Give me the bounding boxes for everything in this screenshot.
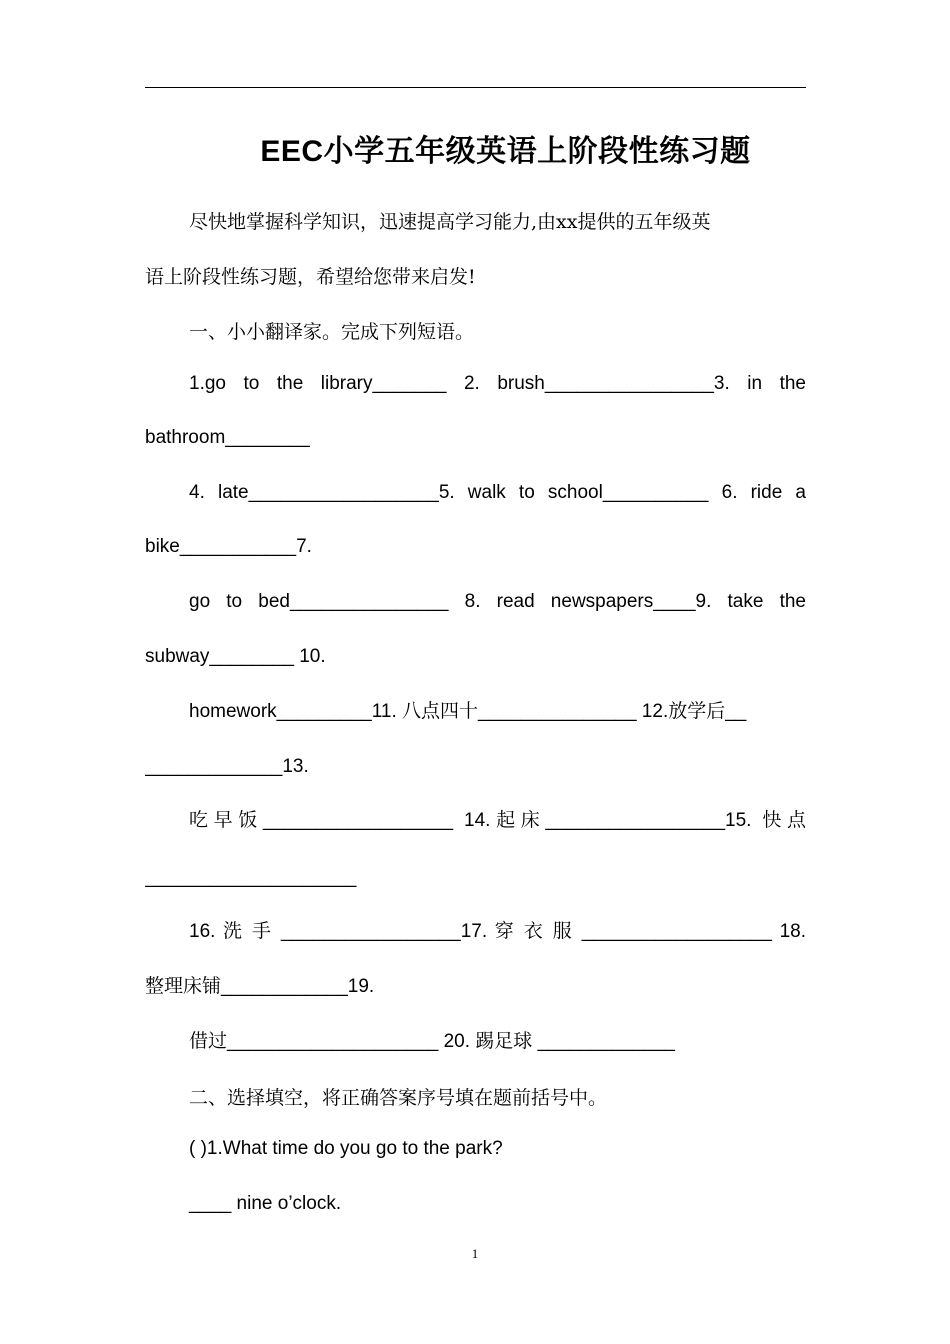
exercise-line: 整理床铺____________19. [145,976,375,997]
exercise-line: bike___________7. [145,536,312,557]
exercise-line: bathroom________ [145,427,310,448]
section-heading: 一、小小翻译家。完成下列短语。 [189,321,475,343]
exercise-line: 吃早饭__________________ 14.起床_________________15. 快点 [189,810,806,831]
intro-line: 语上阶段性练习题，希望给您带来启发! [145,266,476,288]
page-number: 1 [471,1246,479,1261]
exercise-line: 16. 洗 手 _________________17. 穿 衣 服 __________________ 18. [189,921,806,942]
exercise-line: homework_________11. 八点四十_______________ 12.放学后__ [189,701,747,722]
exercise-line: 4. late__________________5. walk to school__________ 6. ride a [189,482,806,503]
header-rule [145,87,806,88]
section-heading: 二、选择填空，将正确答案序号填在题前括号中。 [189,1087,608,1109]
exercise-line: ____________________ [145,867,357,888]
question-line: ( )1.What time do you go to the park? [189,1138,503,1159]
exercise-line: 借过____________________ 20. 踢足球 _____________ [189,1031,675,1052]
question-line: ____ nine o’clock. [189,1193,342,1214]
document-title: EEC小学五年级英语上阶段性练习题 [260,135,751,168]
exercise-line: 1.go to the library_______ 2. brush________________3. in the [189,373,806,394]
exercise-line: go to bed_______________ 8. read newspapers____9. take the [189,591,806,612]
exercise-line: subway________ 10. [145,646,326,667]
exercise-line: _____________13. [145,756,309,777]
intro-line: 尽快地掌握科学知识，迅速提高学习能力,由xx提供的五年级英 [189,211,711,233]
